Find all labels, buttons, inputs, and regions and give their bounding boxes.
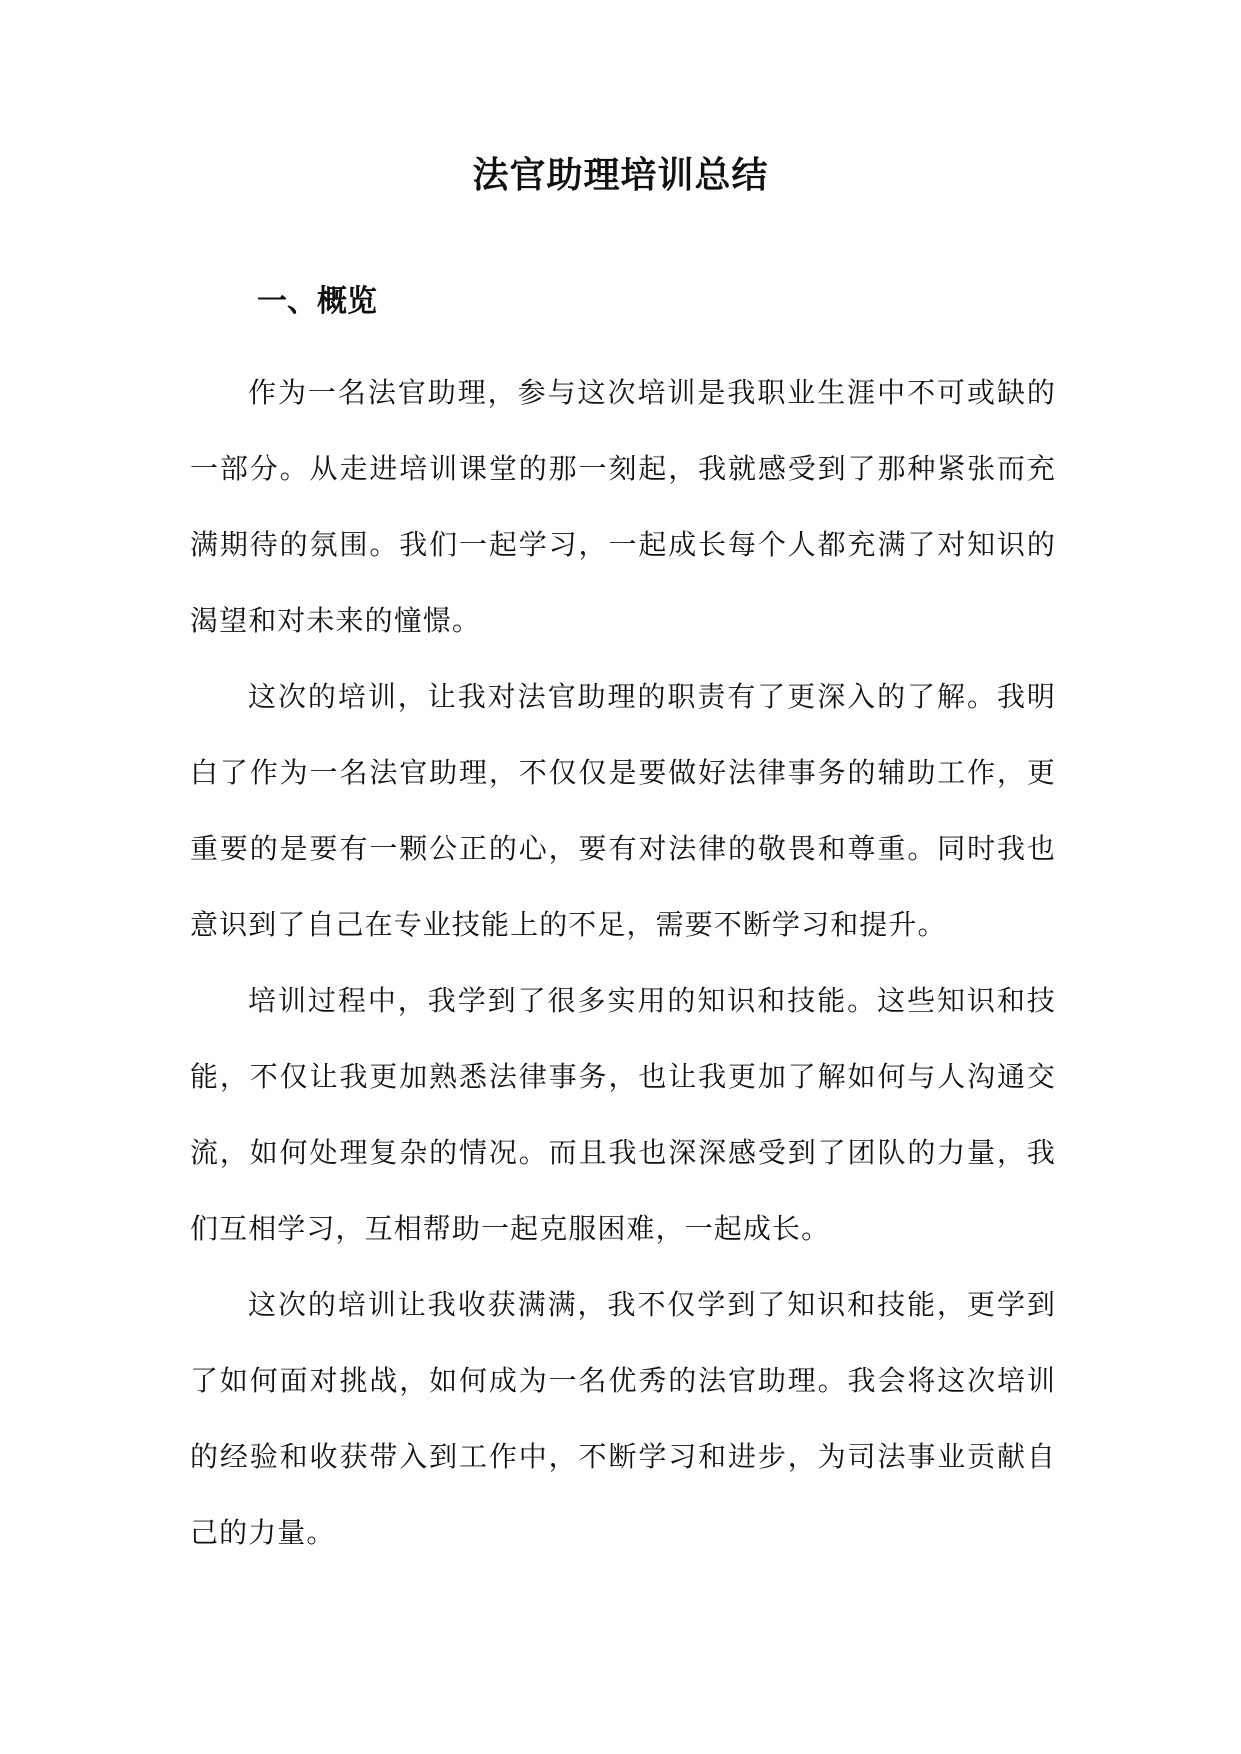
document-title: 法官助理培训总结	[472, 154, 769, 196]
document-body	[190, 355, 1056, 1571]
section-heading: 一、概览	[257, 284, 377, 319]
paragraph-4: 这次的培训让我收获满满，我不仅学到了知识和技能，更学到了如何面对挑战，如何成为一名优秀的法官助理。我会将这次培训的经验和收获带入到工作中，不断学习和进步，为司法事业贡献自己的力量。	[190, 1288, 1056, 1549]
paragraph-3: 培训过程中，我学到了很多实用的知识和技能。这些知识和技能，不仅让我更加熟悉法律事务，也让我更加了解如何与人沟通交流，如何处理复杂的情况。而且我也深深感受到了团队的力量，我们互相学习，互相帮助一起克服困难，一起成长。	[190, 984, 1056, 1245]
paragraph-1: 作为一名法官助理，参与这次培训是我职业生涯中不可或缺的一部分。从走进培训课堂的那一刻起，我就感受到了那种紧张而充满期待的氛围。我们一起学习，一起成长每个人都充满了对知识的渴望和对未来的憧憬。	[190, 376, 1056, 637]
paragraph-2: 这次的培训，让我对法官助理的职责有了更深入的了解。我明白了作为一名法官助理，不仅仅是要做好法律事务的辅助工作，更重要的是要有一颗公正的心，要有对法律的敬畏和尊重。同时我也意识到了自己在专业技能上的不足，需要不断学习和提升。	[190, 680, 1056, 941]
